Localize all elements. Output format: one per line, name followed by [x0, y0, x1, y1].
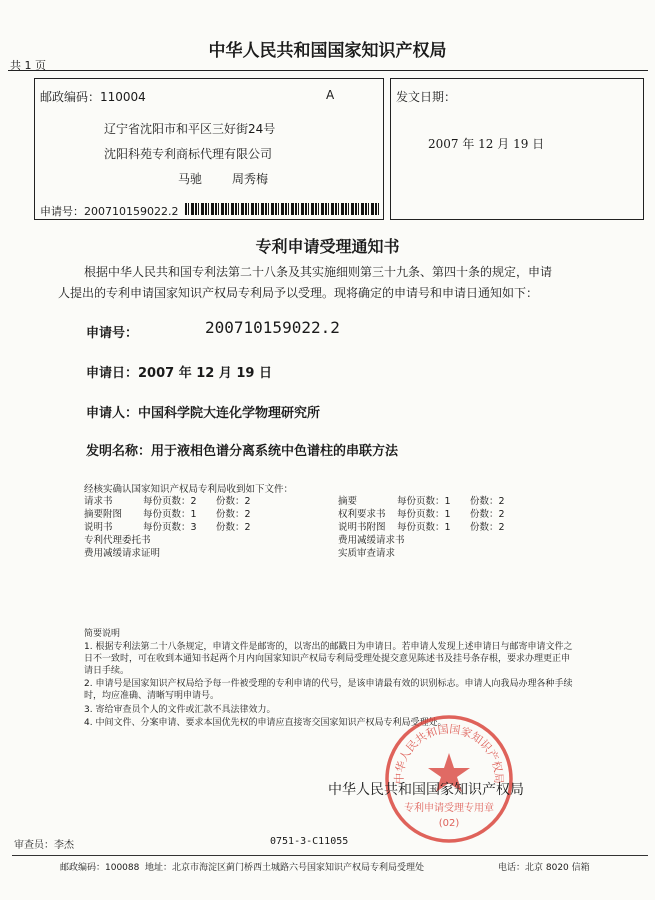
footer-address: 地址：北京市海淀区蓟门桥西土城路六号国家知识产权局专利局受理处 — [145, 863, 425, 873]
doc-right-copies: 份数：2 — [470, 496, 505, 507]
stamp-code: (02) — [438, 818, 460, 829]
box-application-number: 申请号：200710159022.2 — [40, 205, 179, 218]
routing-mark: A — [326, 88, 335, 102]
examiner: 审查员：李杰 — [14, 840, 74, 851]
org-title: 中华人民共和国国家知识产权局 — [208, 41, 447, 61]
application-number-label: 申请号： — [86, 326, 139, 341]
note-item: 3. 寄给审查员个人的文件或汇款不具法律效力。 — [84, 705, 276, 715]
footer-divider — [12, 855, 648, 856]
application-number-value: 200710159022.2 — [205, 318, 340, 337]
doc-right-copies: 份数：2 — [470, 509, 505, 520]
doc-left-name: 专利代理委托书 — [84, 535, 151, 546]
doc-right-name: 费用减缓请求书 — [338, 535, 405, 546]
footer-phone: 电话：北京 8020 信箱 — [498, 863, 590, 873]
barcode — [185, 203, 381, 215]
doc-right-name: 实质审查请求 — [338, 548, 396, 559]
note-item: 4. 中间文件、分案申请、要求本国优先权的申请应直接寄交国家知识产权局专利局受理处。 — [84, 718, 447, 728]
doc-left-copies: 份数：2 — [216, 496, 251, 507]
doc-left-name: 请求书 — [84, 496, 113, 507]
doc-left-name: 说明书 — [84, 522, 113, 533]
doc-right-pages: 每份页数：1 — [397, 496, 451, 507]
postcode-line: 邮政编码：110004 — [40, 90, 146, 104]
doc-left-copies: 份数：2 — [216, 509, 251, 520]
notice-paragraph-line-1: 根据中华人民共和国专利法第二十八条及其实施细则第三十九条、第四十条的规定，申请 — [84, 265, 553, 279]
document-code: 0751-3-C11055 — [270, 836, 349, 847]
notes-heading: 简要说明 — [84, 629, 121, 639]
doc-right-name: 摘要 — [338, 496, 358, 507]
doc-left-copies: 份数：2 — [216, 522, 251, 533]
doc-right-name: 权利要求书 — [338, 509, 386, 520]
recipient-agent-2: 周秀梅 — [232, 172, 269, 186]
footer-postcode: 邮政编码：100088 — [60, 863, 140, 873]
note-item: 1. 根据专利法第二十八条规定，申请文件是邮寄的，以寄出的邮戳日为申请日。若申请人发现上述申请日与邮寄申请文件之日不一致时，可在收到本通知书起两个月内向国家知识产权局专利局受理处提交意见陈述书及挂号条存根，要求办理更正申请日手续。 — [84, 642, 573, 676]
doc-left-name: 摘要附图 — [84, 509, 123, 520]
doc-left-pages: 每份页数：1 — [143, 509, 197, 520]
note-item: 2. 申请号是国家知识产权局给予每一件被受理的专利申请的代号，是该申请最有效的识别标志。申请人向我局办理各种手续时，均应准确、清晰写明申请号。 — [84, 679, 573, 701]
header-divider — [8, 70, 648, 71]
application-date: 申请日：2007 年 12 月 19 日 — [86, 366, 272, 381]
doc-right-pages: 每份页数：1 — [397, 509, 451, 520]
doc-right-pages: 每份页数：1 — [397, 522, 451, 533]
doc-left-name: 费用减缓请求证明 — [84, 548, 161, 559]
recipient-agent-1: 马驰 — [178, 172, 203, 186]
doc-right-copies: 份数：2 — [470, 522, 505, 533]
recipient-agency: 沈阳科苑专利商标代理有限公司 — [104, 147, 273, 161]
notice-paragraph-line-2: 人提出的专利申请国家知识产权局专利局予以受理。现将确定的申请号和申请日通知如下： — [58, 286, 539, 300]
doc-left-pages: 每份页数：3 — [143, 522, 197, 533]
stamp-inner-text: 专利申请受理专用章 — [404, 803, 494, 814]
issuing-authority: 中华人民共和国国家知识产权局 — [328, 782, 524, 798]
recipient-address: 辽宁省沈阳市和平区三好街24号 — [104, 122, 276, 136]
documents-heading: 经核实确认国家知识产权局专利局收到如下文件： — [84, 484, 294, 495]
issue-date-label: 发文日期： — [396, 90, 457, 104]
doc-left-pages: 每份页数：2 — [143, 496, 197, 507]
issue-date: 2007 年 12 月 19 日 — [428, 137, 545, 151]
invention-title: 发明名称：用于液相色谱分离系统中色谱柱的串联方法 — [86, 444, 399, 459]
page-count: 共 1 页 — [10, 59, 46, 72]
notice-title: 专利申请受理通知书 — [255, 237, 400, 256]
doc-right-name: 说明书附图 — [338, 522, 386, 533]
stamp-outer-text: 中华人民共和国国家知识产权局 — [392, 722, 506, 784]
applicant: 申请人：中国科学院大连化学物理研究所 — [86, 406, 321, 421]
